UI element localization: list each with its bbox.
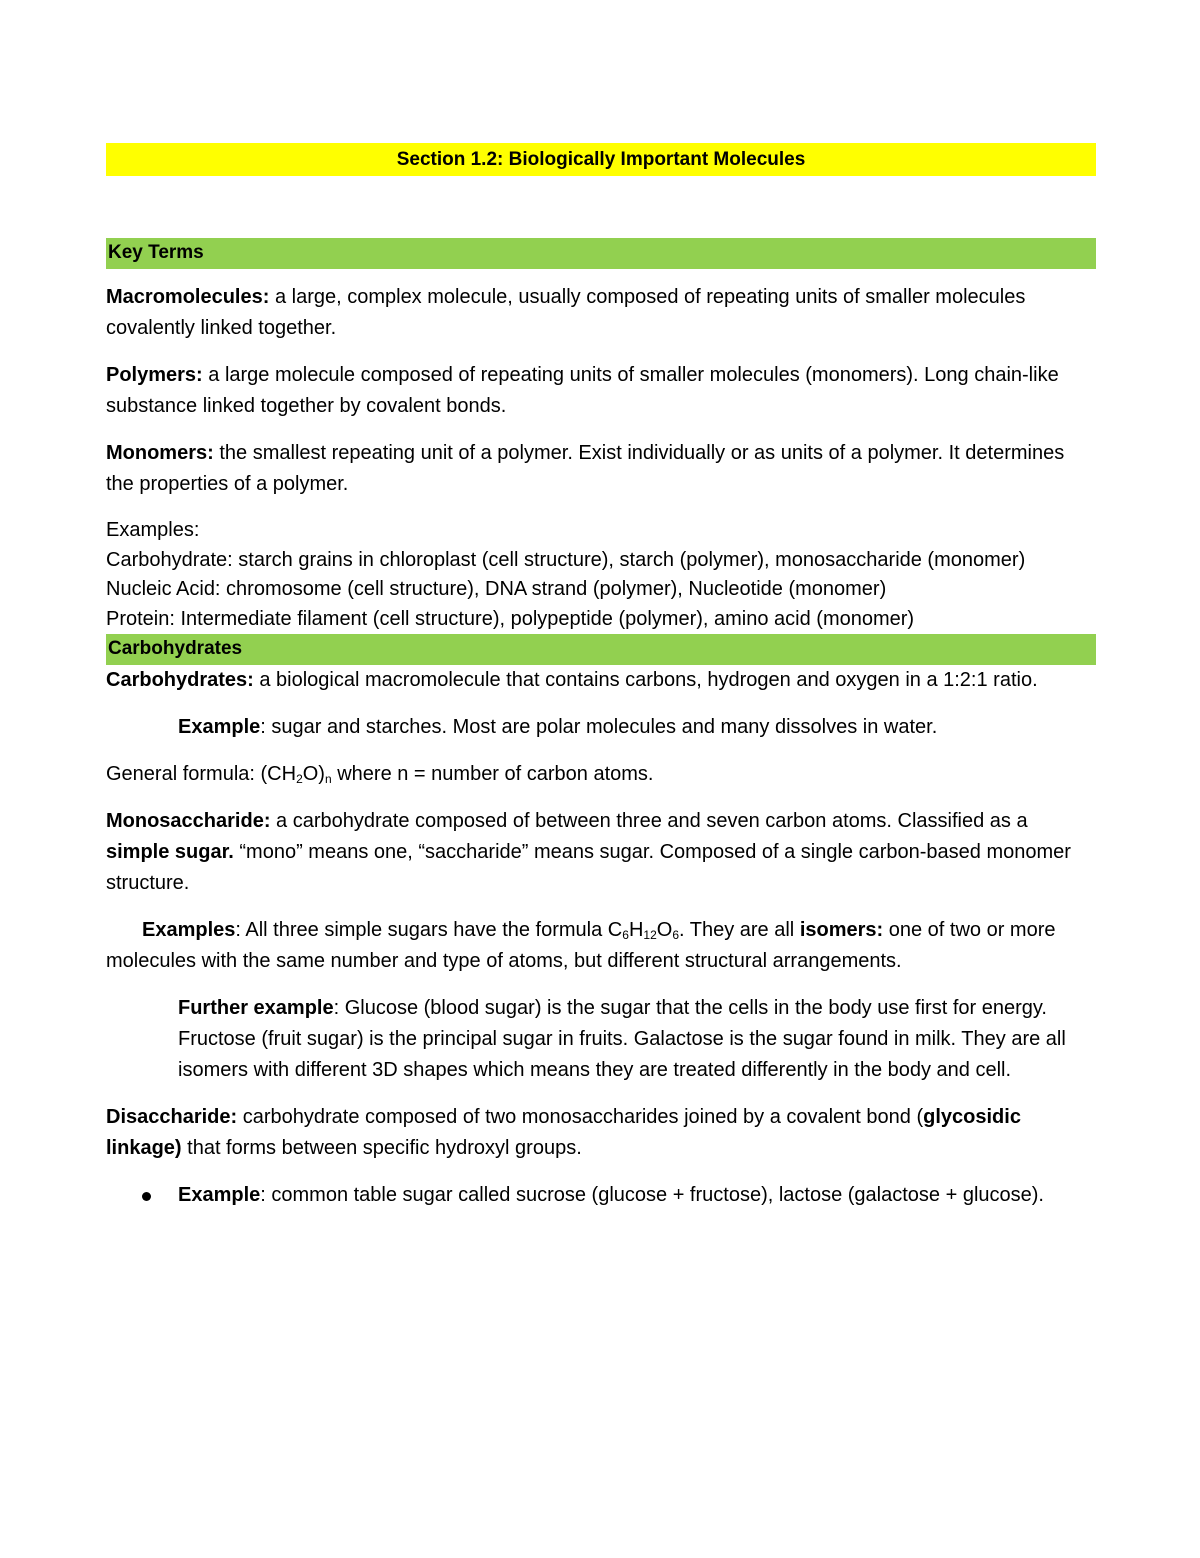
- term-text: carbohydrate composed of two monosaccharides joined by a covalent bond (: [237, 1106, 924, 1128]
- monosaccharide-definition: [106, 806, 1096, 899]
- example-text: one of two or more molecules with the same number and type of atoms, but different structural arrangements.: [106, 919, 1056, 972]
- bullet-icon: [142, 1192, 151, 1201]
- term-label: Carbohydrates:: [106, 669, 254, 691]
- formula-element: H: [628, 919, 644, 941]
- formula-mid: O): [302, 763, 325, 785]
- formula-prefix: General formula: (CH: [106, 763, 297, 785]
- term-text: a large, complex molecule, usually composed of repeating units of smaller molecules covalently linked together.: [106, 286, 1026, 339]
- examples-label: Examples:: [106, 519, 200, 541]
- formula-element: O: [656, 919, 673, 941]
- section-title: Section 1.2: Biologically Important Molecules: [106, 143, 1096, 176]
- term-text: a biological macromolecule that contains carbons, hydrogen and oxygen in a 1:2:1 ratio.: [253, 669, 1038, 691]
- key-terms-heading: Key Terms: [106, 238, 1096, 269]
- example-protein: Protein: Intermediate filament (cell structure), polypeptide (polymer), amino acid (monomer): [106, 607, 915, 630]
- formula-subscript: 6: [622, 928, 629, 942]
- example-label: Example: [178, 716, 261, 738]
- term-text: that forms between specific hydroxyl groups.: [181, 1137, 582, 1159]
- example-text: : Glucose (blood sugar) is the sugar that the cells in the body use first for energy. Fructose (fruit sugar) is the principal sugar in fruits. Galactose is the sugar found in milk. They are all isomers with different 3D shapes which means they are treated differently in the body and cell.: [178, 997, 1066, 1081]
- bold-term: simple sugar.: [106, 841, 234, 863]
- example-carbohydrate: Carbohydrate: starch grains in chloroplast (cell structure), starch (polymer), monosaccharide (monomer): [106, 548, 1026, 571]
- example-text: : All three simple sugars have the formula C: [235, 919, 623, 941]
- disaccharide-definition: [106, 1102, 1096, 1164]
- general-formula: [106, 759, 1096, 790]
- formula-suffix: where n = number of carbon atoms.: [331, 763, 654, 785]
- example-nucleic-acid: Nucleic Acid: chromosome (cell structure), DNA strand (polymer), Nucleotide (monomer): [106, 578, 887, 600]
- bold-term: glycosidic linkage): [106, 1106, 1021, 1159]
- formula-subscript: n: [324, 772, 332, 786]
- example-label: Further example: [178, 997, 334, 1019]
- example-text: . They are all: [679, 919, 800, 941]
- formula-subscript: 2: [296, 772, 303, 786]
- term-label: Macromolecules:: [106, 286, 270, 308]
- bullet-marker: [106, 1180, 178, 1211]
- monosaccharide-examples: [106, 915, 1096, 977]
- carbohydrates-heading: Carbohydrates: [106, 634, 1096, 665]
- bold-term: isomers:: [799, 919, 884, 941]
- example-label: Examples: [142, 919, 236, 941]
- bullet-text: [178, 1180, 1096, 1211]
- bullet-list-item: [106, 1180, 1096, 1211]
- term-text: a carbohydrate composed of between three and seven carbon atoms. Classified as a: [270, 810, 1028, 832]
- example-text: : sugar and starches. Most are polar molecules and many dissolves in water.: [260, 716, 938, 738]
- term-label: Monosaccharide:: [106, 810, 271, 832]
- macromolecules-definition: [106, 282, 1096, 344]
- document-content: [106, 143, 1096, 1211]
- carbohydrates-definition: [106, 665, 1096, 696]
- further-example: [106, 993, 1096, 1086]
- term-label: Disaccharide:: [106, 1106, 238, 1128]
- term-label: Polymers:: [106, 364, 203, 386]
- example-label: Example: [178, 1184, 261, 1206]
- formula-subscript: 6: [672, 928, 679, 942]
- monomers-definition: [106, 438, 1096, 500]
- term-text: a large molecule composed of repeating units of smaller molecules (monomers). Long chain-like substance linked together by covalent bonds.: [106, 364, 1059, 417]
- term-text: the smallest repeating unit of a polymer. Exist individually or as units of a polymer. It determines the properties of a polymer.: [106, 442, 1065, 495]
- formula-subscript: 12: [643, 928, 657, 942]
- polymers-definition: [106, 360, 1096, 422]
- term-label: Monomers:: [106, 442, 214, 464]
- example-text: : common table sugar called sucrose (glucose + fructose), lactose (galactose + glucose).: [260, 1184, 1044, 1206]
- term-text: “mono” means one, “saccharide” means sugar. Composed of a single carbon-based monomer structure.: [106, 841, 1071, 894]
- carbohydrates-example: [106, 712, 1096, 743]
